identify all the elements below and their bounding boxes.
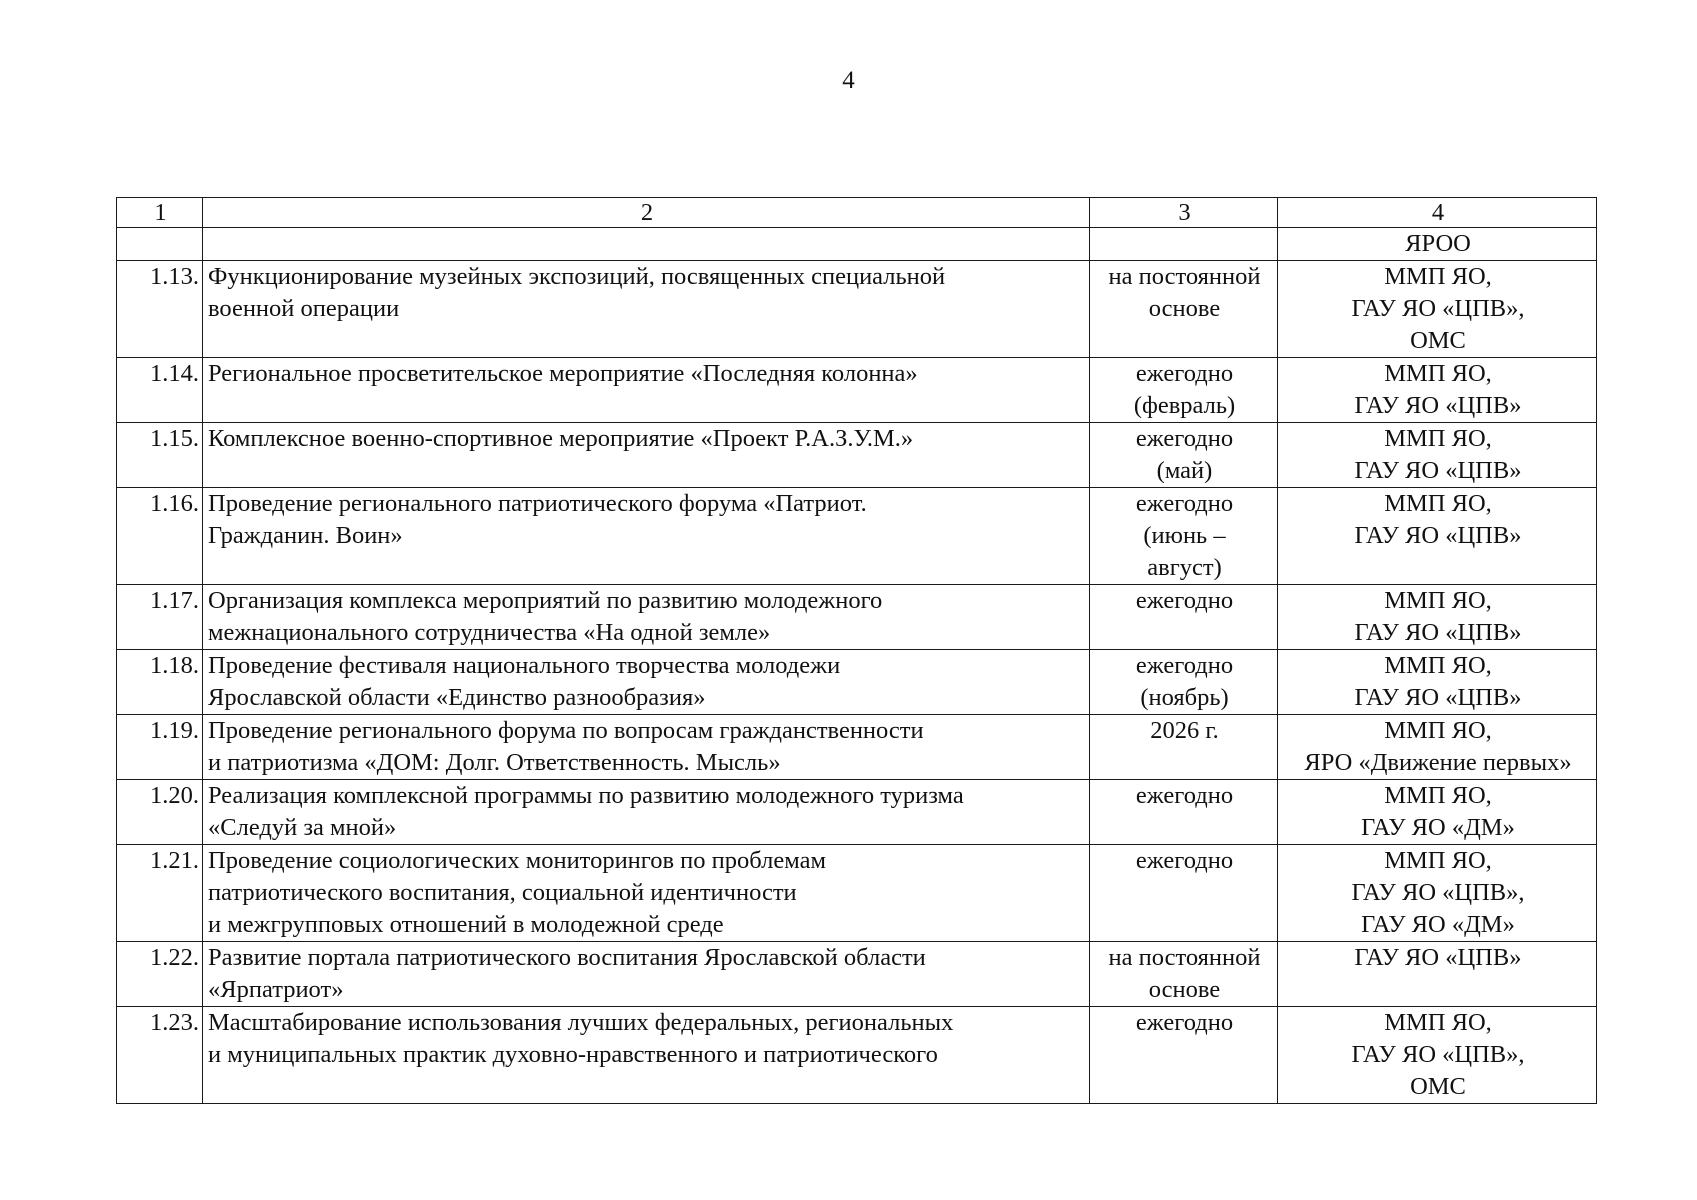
continuation-cell-4: ЯРОО	[1278, 228, 1597, 261]
row-activity: Проведение социологических мониторингов по проблемам патриотического воспитания, социальной идентичности и межгрупповых отношений в молодежной среде	[203, 845, 1090, 942]
header-cell-3: 3	[1090, 198, 1278, 228]
table-row	[117, 358, 1597, 423]
row-executors: ММП ЯО, ГАУ ЯО «ЦПВ»	[1278, 358, 1597, 423]
row-executors: ММП ЯО, ГАУ ЯО «ДМ»	[1278, 780, 1597, 845]
row-term: 2026 г.	[1090, 715, 1278, 780]
table-row	[117, 261, 1597, 358]
row-activity: Развитие портала патриотического воспитания Ярославской области «Ярпатриот»	[203, 942, 1090, 1007]
header-cell-2: 2	[203, 198, 1090, 228]
header-cell-4: 4	[1278, 198, 1597, 228]
row-executors: ММП ЯО, ГАУ ЯО «ЦПВ»	[1278, 423, 1597, 488]
row-term: ежегодно	[1090, 845, 1278, 942]
continuation-row	[117, 228, 1597, 261]
table-row	[117, 715, 1597, 780]
row-executors: ММП ЯО, ГАУ ЯО «ЦПВ»	[1278, 650, 1597, 715]
row-number: 1.18.	[117, 650, 203, 715]
row-term: на постоянной основе	[1090, 261, 1278, 358]
row-term: ежегодно	[1090, 780, 1278, 845]
row-number: 1.21.	[117, 845, 203, 942]
row-term: на постоянной основе	[1090, 942, 1278, 1007]
row-activity: Региональное просветительское мероприятие «Последняя колонна»	[203, 358, 1090, 423]
row-executors: ММП ЯО, ГАУ ЯО «ЦПВ»	[1278, 585, 1597, 650]
row-activity: Реализация комплексной программы по развитию молодежного туризма «Следуй за мной»	[203, 780, 1090, 845]
table-row	[117, 650, 1597, 715]
row-term: ежегодно (май)	[1090, 423, 1278, 488]
continuation-cell-1	[117, 228, 203, 261]
row-activity: Проведение регионального форума по вопросам гражданственности и патриотизма «ДОМ: Долг. Ответственность. Мысль»	[203, 715, 1090, 780]
header-cell-1: 1	[117, 198, 203, 228]
row-executors: ГАУ ЯО «ЦПВ»	[1278, 942, 1597, 1007]
row-number: 1.15.	[117, 423, 203, 488]
plan-table	[116, 197, 1597, 1104]
row-term: ежегодно	[1090, 585, 1278, 650]
row-number: 1.17.	[117, 585, 203, 650]
table-row	[117, 488, 1597, 585]
row-number: 1.22.	[117, 942, 203, 1007]
row-executors: ММП ЯО, ЯРО «Движение первых»	[1278, 715, 1597, 780]
page-number: 4	[842, 67, 855, 94]
table-row	[117, 780, 1597, 845]
row-executors: ММП ЯО, ГАУ ЯО «ЦПВ», ОМС	[1278, 261, 1597, 358]
table-row	[117, 942, 1597, 1007]
row-number: 1.14.	[117, 358, 203, 423]
table-row	[117, 423, 1597, 488]
row-number: 1.23.	[117, 1007, 203, 1104]
row-activity: Организация комплекса мероприятий по развитию молодежного межнационального сотрудничества «На одной земле»	[203, 585, 1090, 650]
row-number: 1.13.	[117, 261, 203, 358]
row-executors: ММП ЯО, ГАУ ЯО «ЦПВ», ОМС	[1278, 1007, 1597, 1104]
table-row	[117, 845, 1597, 942]
table-row	[117, 585, 1597, 650]
row-activity: Комплексное военно-спортивное мероприятие «Проект Р.А.З.У.М.»	[203, 423, 1090, 488]
row-number: 1.16.	[117, 488, 203, 585]
table-row	[117, 1007, 1597, 1104]
continuation-cell-3	[1090, 228, 1278, 261]
table-header-row	[117, 198, 1597, 228]
row-executors: ММП ЯО, ГАУ ЯО «ЦПВ»	[1278, 488, 1597, 585]
row-term: ежегодно (июнь – август)	[1090, 488, 1278, 585]
row-activity: Проведение фестиваля национального творчества молодежи Ярославской области «Единство разнообразия»	[203, 650, 1090, 715]
row-executors: ММП ЯО, ГАУ ЯО «ЦПВ», ГАУ ЯО «ДМ»	[1278, 845, 1597, 942]
row-activity: Функционирование музейных экспозиций, посвященных специальной военной операции	[203, 261, 1090, 358]
row-activity: Масштабирование использования лучших федеральных, региональных и муниципальных практик духовно-нравственного и патриотического	[203, 1007, 1090, 1104]
row-term: ежегодно (февраль)	[1090, 358, 1278, 423]
row-number: 1.20.	[117, 780, 203, 845]
row-number: 1.19.	[117, 715, 203, 780]
row-term: ежегодно	[1090, 1007, 1278, 1104]
row-term: ежегодно (ноябрь)	[1090, 650, 1278, 715]
continuation-cell-2	[203, 228, 1090, 261]
row-activity: Проведение регионального патриотического форума «Патриот. Гражданин. Воин»	[203, 488, 1090, 585]
